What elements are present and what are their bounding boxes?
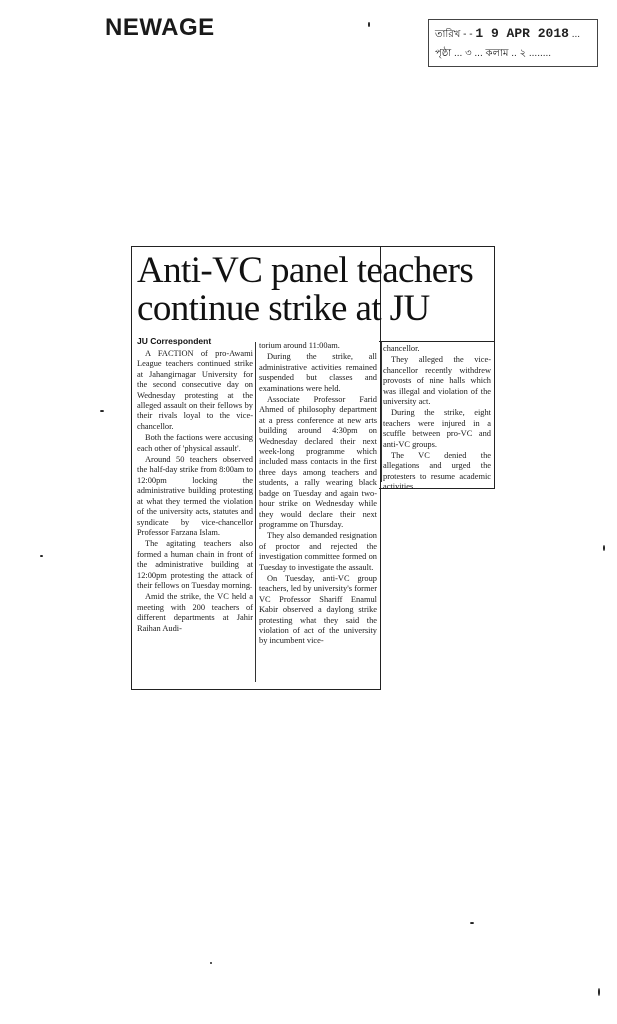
archive-stamp bbox=[428, 19, 598, 67]
article-column-1 bbox=[137, 349, 253, 684]
paragraph: Both the factions were accusing each other of 'physical assault'. bbox=[137, 433, 253, 453]
paragraph: The agitating teachers also formed a human chain in front of the administrative building at 12:00pm protesting the attack of their fellows on Tuesday morning. bbox=[137, 539, 253, 590]
stamp-date-label: তারিখ bbox=[435, 29, 461, 40]
stamp-page-label: পৃষ্ঠা bbox=[435, 48, 452, 59]
article-column-2 bbox=[259, 341, 377, 684]
paragraph: Around 50 teachers observed the half-day strike from 8:00am to 12:00pm locking the administrative building protesting at what they termed the violation of the university acts, statutes and syndicate by vice-chancellor Professor Farzana Islam. bbox=[137, 455, 253, 537]
scan-speck bbox=[210, 962, 212, 964]
stamp-page-row: পৃষ্ঠা ... ৩ ... কলাম .. ২ ........ bbox=[435, 48, 552, 59]
stamp-page-value: ৩ bbox=[465, 48, 472, 59]
scan-speck bbox=[603, 545, 605, 551]
newspaper-clipping bbox=[131, 246, 495, 688]
headline-line-2: continue strike at JU bbox=[137, 288, 430, 329]
article-headline bbox=[137, 252, 489, 328]
newspaper-masthead: NEWAGE bbox=[105, 14, 215, 41]
article-byline: JU Correspondent bbox=[137, 336, 212, 346]
column-rule bbox=[255, 342, 256, 682]
paragraph: torium around 11:00am. bbox=[259, 341, 340, 350]
paragraph: A FACTION of pro-Awami League teachers continued strike at Jahangirnagar University for the second consecutive day on Wednesday protesting at the alleged assault on their fellows by their rivals loyal to the vice-chancellor. bbox=[137, 349, 253, 431]
paragraph: On Tuesday, anti-VC group teachers, led by university's former VC Professor Shariff Enamul Kabir observed a daylong strike protesting what they said the violation of act of the university by incumbent vice- bbox=[259, 573, 377, 646]
paragraph: Associate Professor Farid Ahmed of philosophy department at a press conference at new arts building around 4:30pm on Wednesday declared their next week-long programme which included mass contacts in the first three days among teachers and students, a rally wearing black badge on Tuesday and again two-hour strike on Wednesday while they would declare their next programme on Thursday. bbox=[259, 395, 377, 529]
paragraph: The VC denied the allegations and urged the protesters to resume academic activities. bbox=[383, 451, 491, 492]
scan-speck bbox=[368, 22, 370, 27]
scan-speck bbox=[100, 410, 104, 412]
scan-speck bbox=[470, 922, 474, 924]
scan-speck bbox=[40, 555, 43, 557]
stamp-date-row: তারিখ - - 1 9 APR 2018 ... bbox=[435, 26, 581, 41]
paragraph: They alleged the vice-chancellor recently withdrew provosts of nine halls which was illegal and violation of the university act. bbox=[383, 355, 491, 407]
paragraph: chancellor. bbox=[383, 344, 420, 353]
stamp-column-label: কলাম bbox=[485, 48, 509, 59]
stamp-date-value: 1 9 APR 2018 bbox=[475, 26, 569, 41]
paragraph: During the strike, eight teachers were injured in a scuffle between pro-VC and anti-VC groups. bbox=[383, 408, 491, 449]
paragraph: During the strike, all administrative activities remained suspended but classes and examinations were held. bbox=[259, 352, 377, 393]
column-rule bbox=[381, 342, 382, 482]
paragraph: Amid the strike, the VC held a meeting with 200 teachers of different departments at Jahir Raihan Audi- bbox=[137, 592, 253, 633]
article-column-3 bbox=[383, 344, 491, 492]
stamp-column-value: ২ bbox=[519, 48, 527, 59]
scan-speck bbox=[598, 988, 600, 996]
paragraph: They also demanded resignation of proctor and rejected the investigation committee formed on Tuesday to investigate the assault. bbox=[259, 531, 377, 572]
headline-line-1: Anti-VC panel teachers bbox=[137, 250, 474, 291]
